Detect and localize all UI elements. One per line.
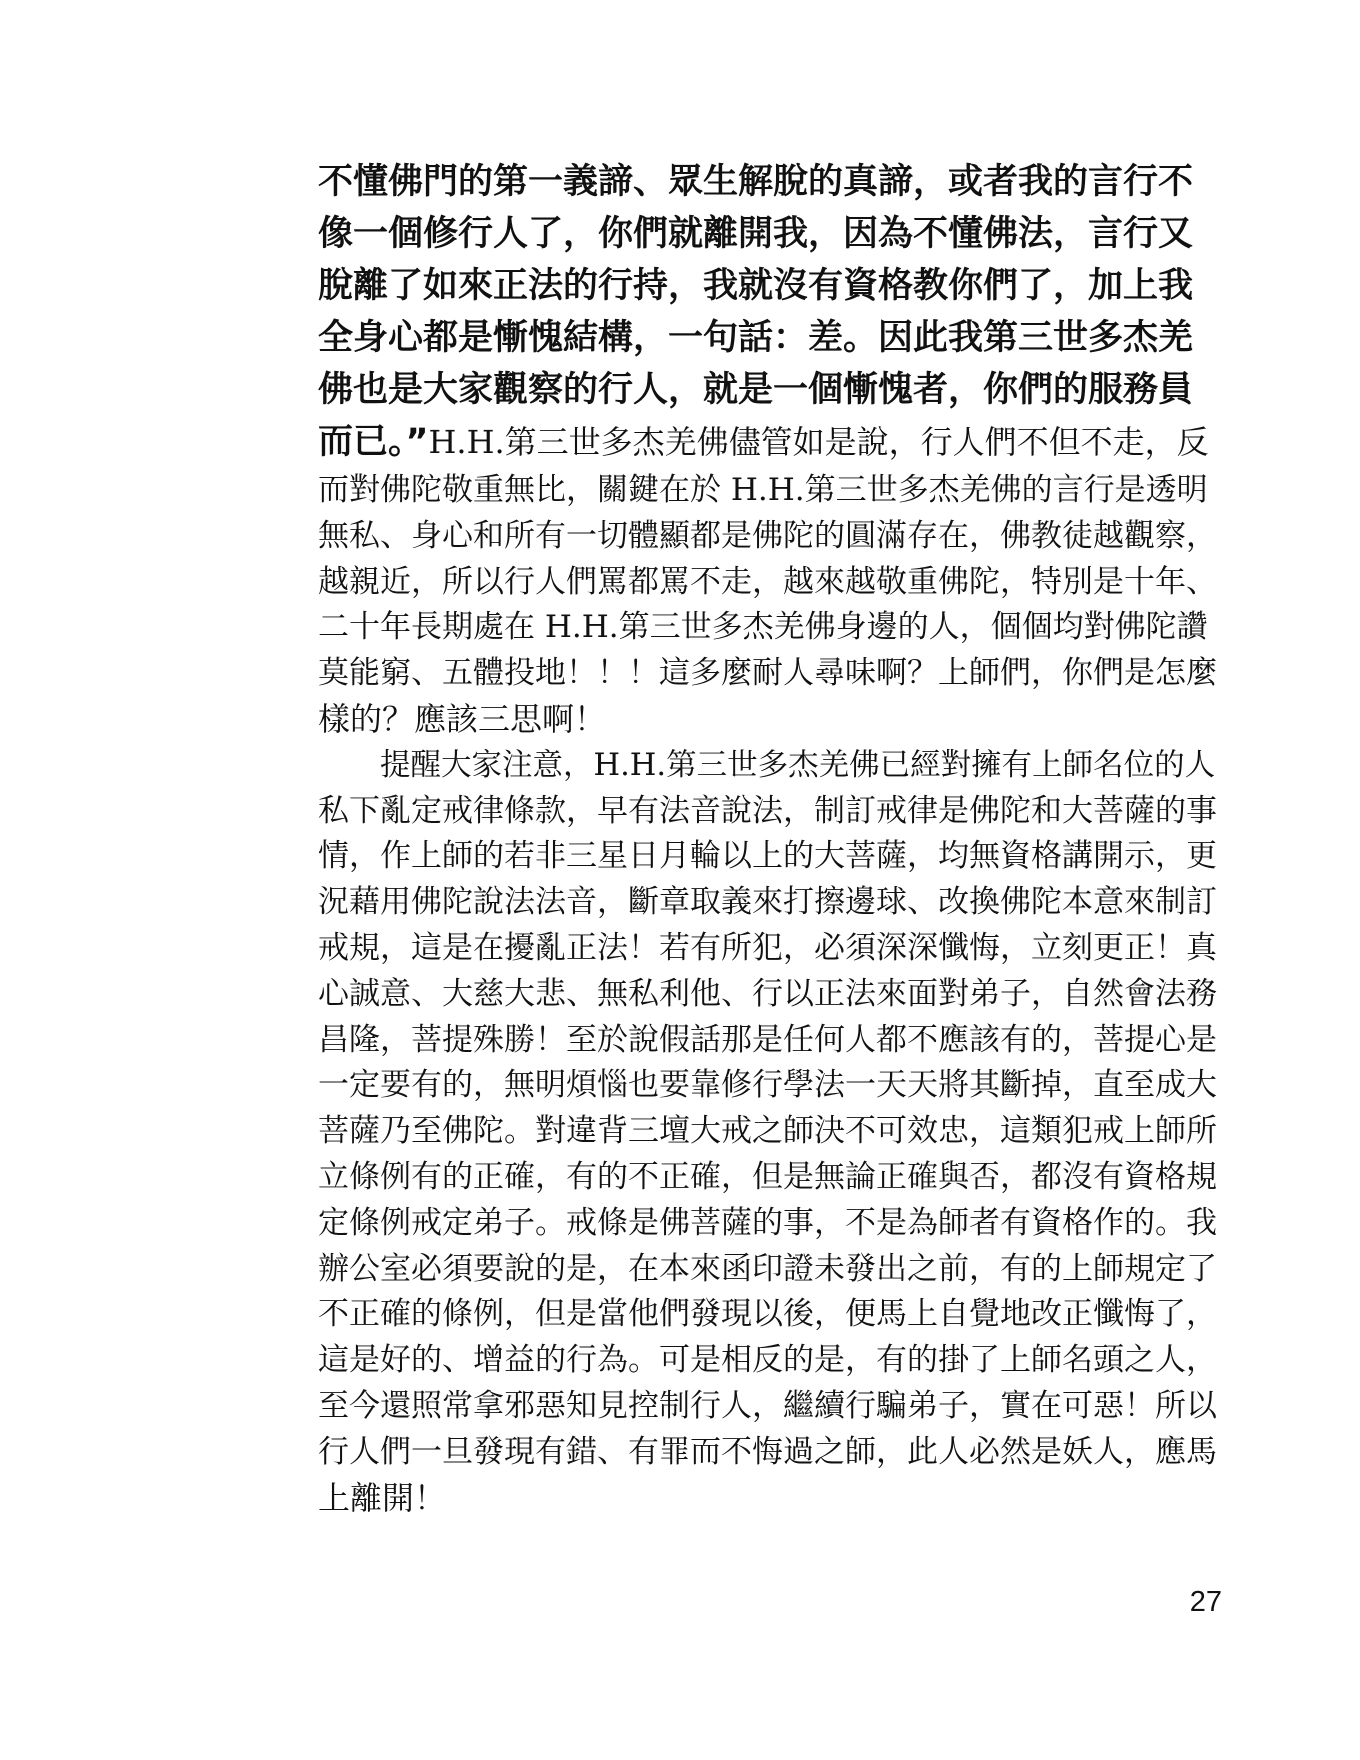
paragraph-1 <box>318 468 1220 743</box>
page-number: 27 <box>1189 1586 1222 1618</box>
text-line: 辦公室必須要說的是，在本來函印證未發出之前，有的上師規定了 <box>318 1250 1217 1287</box>
text-line: 心誠意、大慈大悲、無私利他、行以正法來面對弟子，自然會法務 <box>318 975 1217 1012</box>
text-line: 戒規，這是在擾亂正法！若有所犯，必須深深懺悔，立刻更正！真 <box>318 929 1217 966</box>
text-line: 莫能窮、五體投地！！！這多麼耐人尋味啊？上師們，你們是怎麼 <box>318 655 1217 692</box>
text-line: 定條例戒定弟子。戒條是佛菩薩的事，不是為師者有資格作的。我 <box>318 1204 1217 1241</box>
text-line: 至今還照常拿邪惡知見控制行人，繼續行騙弟子，實在可惡！所以 <box>318 1387 1217 1424</box>
text-line: 立條例有的正確，有的不正確，但是無論正確與否，都沒有資格規 <box>318 1158 1217 1195</box>
text-line: 這是好的、增益的行為。可是相反的是，有的掛了上師名頭之人， <box>318 1342 1217 1379</box>
text-line: 無私、身心和所有一切體顯都是佛陀的圓滿存在，佛教徒越觀察， <box>318 517 1217 554</box>
text-line: 況藉用佛陀說法法音，斷章取義來打擦邊球、改換佛陀本意來制訂 <box>318 884 1217 921</box>
text-line: 樣的？應該三思啊！ <box>318 699 607 738</box>
text-line: 全身心都是慚愧結構，一句話：差。因此我第三世多杰羌 <box>318 318 1194 358</box>
paragraph-2 <box>318 743 1220 1522</box>
text-line: 而對佛陀敬重無比，關鍵在於 H.H.第三世多杰羌佛的言行是透明 <box>318 472 1208 508</box>
text-line: 一定要有的，無明煩惱也要靠修行學法一天天將其斷掉，直至成大 <box>318 1067 1217 1104</box>
text-line: 越親近，所以行人們罵都罵不走，越來越敬重佛陀，特別是十年、 <box>318 563 1217 600</box>
text-line: 不正確的條例，但是當他們發現以後，便馬上自覺地改正懺悔了， <box>318 1296 1217 1333</box>
text-line: 脫離了如來正法的行持，我就沒有資格教你們了，加上我 <box>318 266 1194 306</box>
quote-ending: 而已。” <box>318 422 429 462</box>
text-line: 行人們一旦發現有錯、有罪而不悔過之師，此人必然是妖人，應馬 <box>318 1433 1217 1470</box>
text-line: 二十年長期處在 H.H.第三世多杰羌佛身邊的人，個個均對佛陀讚 <box>318 609 1208 646</box>
text-line: 情，作上師的若非三星日月輪以上的大菩薩，均無資格講開示，更 <box>318 838 1217 875</box>
text-line: 昌隆，菩提殊勝！至於說假話那是任何人都不應該有的，菩提心是 <box>318 1021 1217 1058</box>
text-line: 佛也是大家觀察的行人，就是一個慚愧者，你們的服務員 <box>318 370 1194 410</box>
bold-quote <box>318 156 1220 416</box>
text-line: 不懂佛門的第一義諦、眾生解脫的真諦，或者我的言行不 <box>318 162 1194 202</box>
mixed-line <box>318 416 1220 468</box>
text-line: 菩薩乃至佛陀。對違背三壇大戒之師決不可效忠，這類犯戒上師所 <box>318 1113 1217 1150</box>
text-line: 像一個修行人了，你們就離開我，因為不懂佛法，言行又 <box>318 214 1194 254</box>
text-line: 提醒大家注意，H.H.第三世多杰羌佛已經對擁有上師名位的人 <box>380 747 1216 783</box>
body-text <box>318 156 1220 1521</box>
text-line: 上離開！ <box>318 1478 447 1517</box>
text-line: 私下亂定戒律條款，早有法音說法，制訂戒律是佛陀和大菩薩的事 <box>318 792 1217 829</box>
text-segment: H.H.第三世多杰羌佛儘管如是說，行人們不但不走，反 <box>428 423 1209 461</box>
